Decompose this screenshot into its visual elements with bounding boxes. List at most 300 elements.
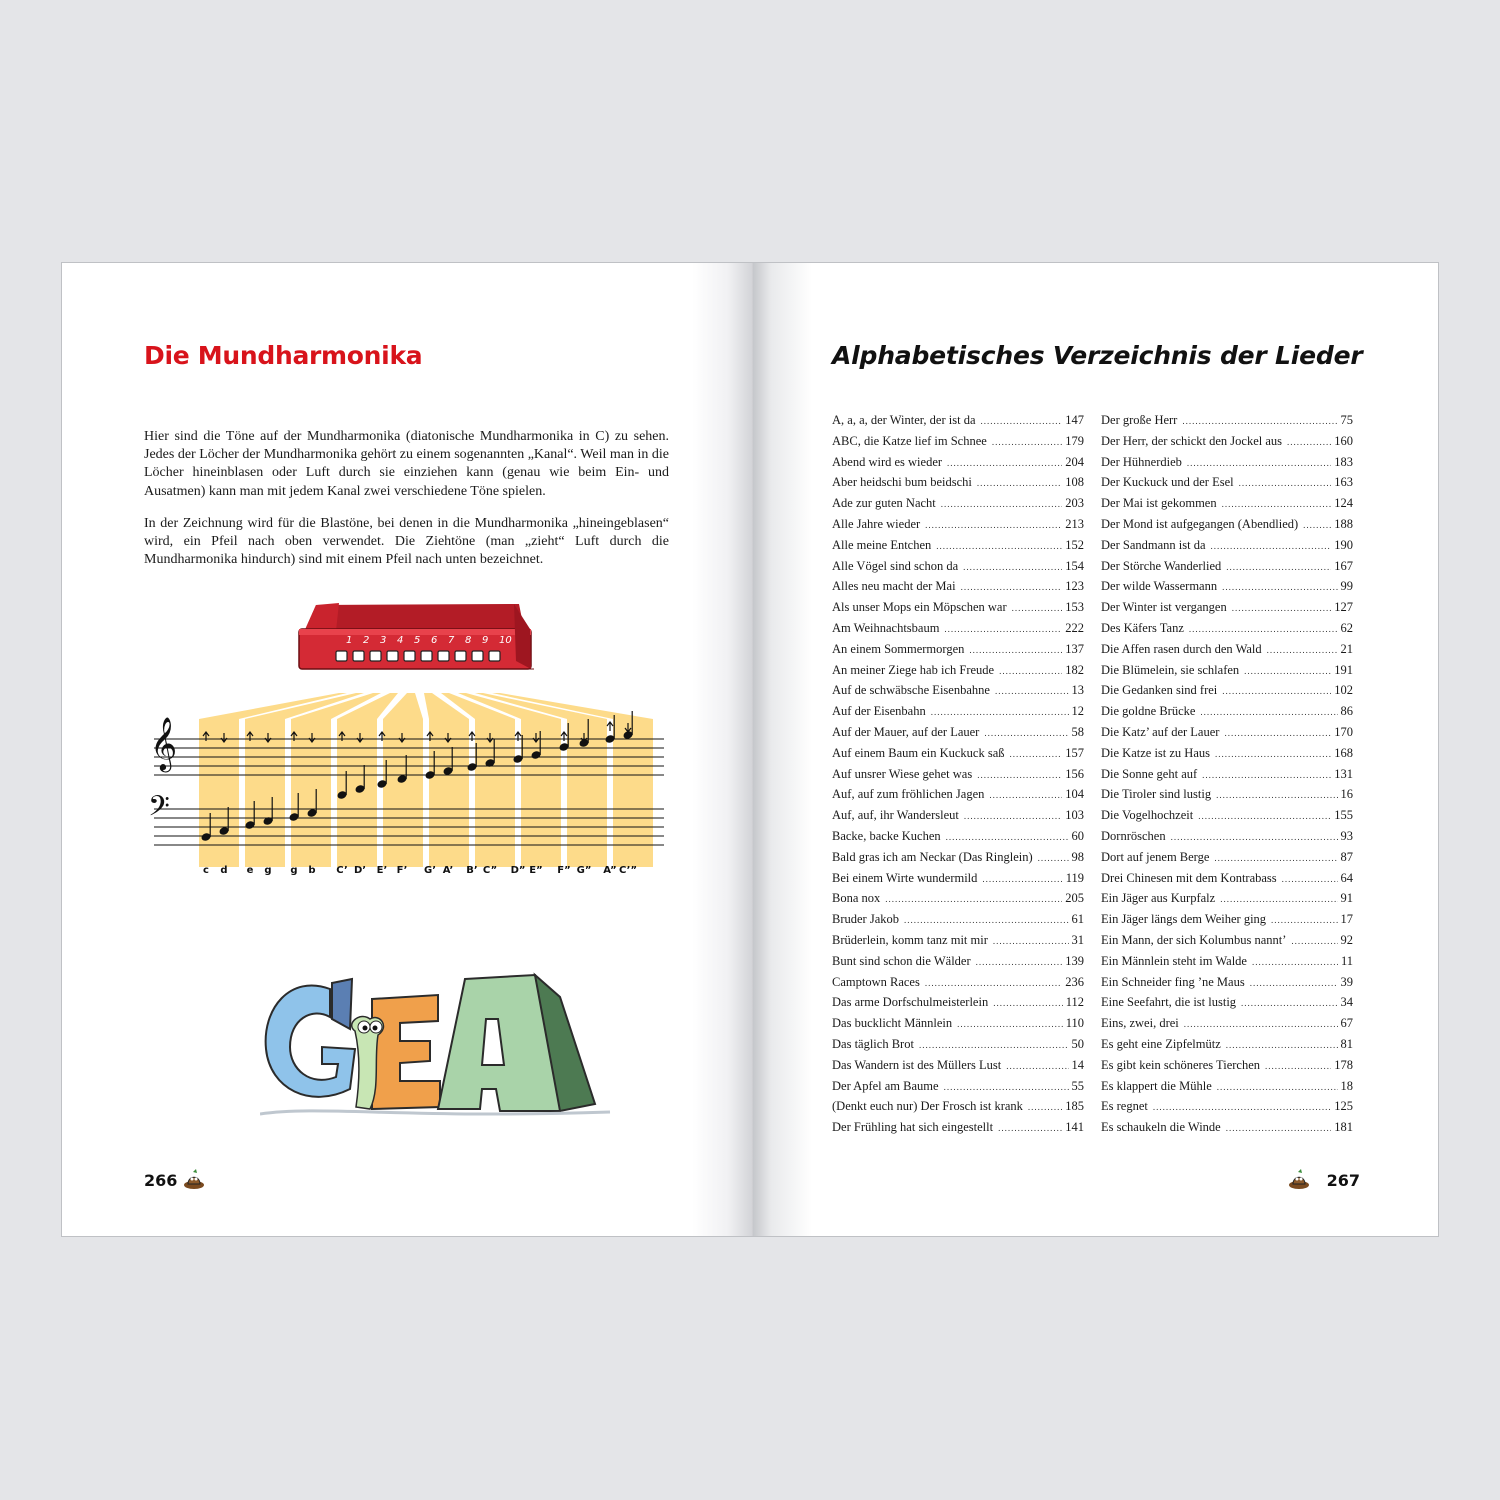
song-page-number: 178 <box>1334 1057 1353 1072</box>
song-title: Ade zur guten Nacht <box>832 496 936 511</box>
harmonica-hole <box>353 651 364 661</box>
song-page-number: 11 <box>1340 953 1353 968</box>
note-label: E” <box>529 865 543 876</box>
song-title: Auf der Mauer, auf der Lauer <box>832 724 980 739</box>
song-title: Abend wird es wieder <box>832 454 943 469</box>
hole-number: 6 <box>431 635 438 646</box>
dot-leader <box>1200 707 1337 717</box>
note-label: E’ <box>376 865 388 876</box>
dot-leader <box>1239 478 1332 488</box>
hole-number: 7 <box>448 635 455 646</box>
song-index-entry <box>1101 663 1353 684</box>
song-page-number: 98 <box>1071 849 1084 864</box>
song-index-entry <box>832 475 1084 496</box>
song-index-entry <box>832 787 1084 808</box>
song-page-number: 137 <box>1065 641 1084 656</box>
song-title: Dort auf jenem Berge <box>1101 849 1210 864</box>
intro-paragraph: Hier sind die Töne auf der Mundharmonika (diatonische Mundharmonika in C) zu sehen. Jedes der Löcher der Mundharmonika gehört zu einem sogenannten „Kanal“. Weil man in die Löcher hineinblasen oder Luft durch sie einziehen kann (genau wie beim Ein- und Ausatmen) kann man mit jedem Kanal zwei verschiedene Töne spielen. <box>144 429 669 499</box>
song-index-entry <box>1101 995 1353 1016</box>
song-index-entry <box>832 767 1084 788</box>
page-number-right: 267 <box>1326 1171 1360 1190</box>
song-index-entry <box>832 1016 1084 1037</box>
song-index-entry <box>1101 912 1353 933</box>
dot-leader <box>964 811 1062 821</box>
song-page-number: 39 <box>1340 974 1353 989</box>
dot-leader <box>1217 1082 1338 1092</box>
hole-number: 1 <box>346 635 353 646</box>
song-title: Des Käfers Tanz <box>1101 620 1184 635</box>
dot-leader <box>925 978 1062 988</box>
song-page-number: 102 <box>1334 683 1353 698</box>
song-title: Backe, backe Kuchen <box>832 828 941 843</box>
song-index-entry <box>832 559 1084 580</box>
song-page-number: 92 <box>1340 932 1353 947</box>
song-page-number: 183 <box>1334 454 1353 469</box>
song-page-number: 18 <box>1340 1078 1353 1093</box>
dot-leader <box>1215 749 1331 759</box>
dot-leader <box>944 624 1062 634</box>
dot-leader <box>946 832 1069 842</box>
song-page-number: 127 <box>1334 600 1353 615</box>
song-index-entry <box>832 891 1084 912</box>
song-index-entry <box>1101 787 1353 808</box>
hole-number: 4 <box>397 635 404 646</box>
dot-leader <box>961 582 1063 592</box>
song-page-number: 152 <box>1065 537 1084 552</box>
song-title: Es schaukeln die Winde <box>1101 1120 1221 1135</box>
note-label: F” <box>557 865 571 876</box>
song-page-number: 170 <box>1334 724 1353 739</box>
note-label: D” <box>510 865 526 876</box>
song-title: Auf unsrer Wiese gehet was <box>832 766 973 781</box>
dot-leader <box>992 437 1062 447</box>
hole-number: 3 <box>380 635 387 646</box>
song-title: Bald gras ich am Neckar (Das Ringlein) <box>832 849 1033 864</box>
song-index-entry <box>1101 579 1353 600</box>
note-label: C” <box>482 865 498 876</box>
song-index-entry <box>832 975 1084 996</box>
dot-leader <box>1189 624 1338 634</box>
dot-leader <box>1232 603 1332 613</box>
hole-number: 9 <box>482 635 489 646</box>
song-title: Camptown Races <box>832 974 920 989</box>
song-title: Brüderlein, komm tanz mit mir <box>832 932 988 947</box>
gea-logo <box>260 969 615 1119</box>
dot-leader <box>1012 603 1063 613</box>
song-page-number: 81 <box>1340 1036 1353 1051</box>
song-index-entry <box>832 829 1084 850</box>
song-index-entry <box>1101 725 1353 746</box>
harmonica-hole <box>336 651 347 661</box>
song-page-number: 131 <box>1334 766 1353 781</box>
harmonica-hole <box>438 651 449 661</box>
song-index-entry <box>1101 1037 1353 1058</box>
dot-leader <box>957 1019 1063 1029</box>
song-title: Auf einem Baum ein Kuckuck saß <box>832 745 1005 760</box>
song-page-number: 16 <box>1340 787 1353 802</box>
arrow-explanation-paragraph: In der Zeichnung wird für die Blastöne, bei denen in die Mundharmonika „hineingeblasen“ wird, ein Pfeil nach oben verwendet. Die Ziehtöne (man „zieht“ Luft durch die Mundharmonika hindurch) sind mit einem Pfeil nach unten bezeichnet. <box>144 516 669 568</box>
song-index-entry <box>1101 559 1353 580</box>
page-left <box>62 263 752 1236</box>
song-index-entry <box>1101 704 1353 725</box>
song-index-entry <box>832 1079 1084 1100</box>
song-title: A, a, a, der Winter, der ist da <box>832 413 976 427</box>
page-title-verzeichnis: Alphabetisches Verzeichnis der Lieder <box>832 341 1363 370</box>
song-title: Die Vogelhochzeit <box>1101 808 1194 823</box>
song-title: Auf, auf, ihr Wandersleut <box>832 808 959 823</box>
song-index-entry <box>832 663 1084 684</box>
song-page-number: 179 <box>1065 433 1084 448</box>
song-page-number: 21 <box>1340 641 1353 656</box>
song-page-number: 103 <box>1065 808 1084 823</box>
hole-number: 5 <box>414 635 421 646</box>
note-label: B’ <box>466 865 478 876</box>
song-page-number: 181 <box>1334 1120 1353 1135</box>
song-page-number: 110 <box>1065 1016 1084 1031</box>
page-number-left: 266 <box>144 1171 178 1190</box>
song-index-entry <box>832 850 1084 871</box>
song-index-entry <box>1101 455 1353 476</box>
song-index-entry <box>832 746 1084 767</box>
song-index-entry <box>832 621 1084 642</box>
dot-leader <box>1006 1061 1068 1071</box>
song-index-entry <box>832 704 1084 725</box>
dot-leader <box>944 1082 1069 1092</box>
song-index-entry <box>832 455 1084 476</box>
song-title: Ein Männlein steht im Walde <box>1101 953 1247 968</box>
song-title: Ein Jäger längs dem Weiher ging <box>1101 912 1267 927</box>
song-index-entry <box>832 1037 1084 1058</box>
song-title: An meiner Ziege hab ich Freude <box>832 662 995 677</box>
song-index-entry <box>832 538 1084 559</box>
song-title: Auf der Eisenbahn <box>832 704 926 719</box>
song-index-entry <box>832 683 1084 704</box>
song-index-entry <box>1101 642 1353 663</box>
song-index-entry <box>832 642 1084 663</box>
page-right <box>752 263 1440 1236</box>
song-page-number: 167 <box>1334 558 1353 573</box>
song-title: Eine Seefahrt, die ist lustig <box>1101 995 1237 1010</box>
dot-leader <box>1265 1061 1331 1071</box>
song-page-number: 62 <box>1340 620 1353 635</box>
dot-leader <box>1198 811 1331 821</box>
dot-leader <box>982 874 1062 884</box>
note-label: D’ <box>353 865 367 876</box>
song-index-entry <box>832 725 1084 746</box>
song-title: Die Katz’ auf der Lauer <box>1101 724 1220 739</box>
mole-mascot-icon <box>182 1167 206 1191</box>
song-index-entry <box>1101 1120 1353 1141</box>
song-title: Die Affen rasen durch den Wald <box>1101 641 1262 656</box>
dot-leader <box>1267 645 1338 655</box>
song-title: Drei Chinesen mit dem Kontrabass <box>1101 870 1277 885</box>
harmonica-hole <box>455 651 466 661</box>
song-index-entry <box>832 579 1084 600</box>
song-page-number: 213 <box>1065 516 1084 531</box>
dot-leader <box>1010 749 1063 759</box>
song-index-entry <box>1101 808 1353 829</box>
song-index-entry <box>1101 954 1353 975</box>
dot-leader <box>885 894 1062 904</box>
song-index-entry <box>832 413 1084 434</box>
song-title: Alle meine Entchen <box>832 537 932 552</box>
song-page-number: 160 <box>1334 433 1353 448</box>
dot-leader <box>1214 853 1337 863</box>
song-title: Eins, zwei, drei <box>1101 1016 1179 1031</box>
dot-leader <box>1211 541 1332 551</box>
song-page-number: 156 <box>1065 766 1084 781</box>
song-title: Es gibt kein schöneres Tierchen <box>1101 1057 1261 1072</box>
dot-leader <box>981 416 1063 426</box>
dot-leader <box>1241 998 1337 1008</box>
dot-leader <box>919 1040 1069 1050</box>
song-index-column-1 <box>832 413 1084 1141</box>
song-page-number: 139 <box>1065 953 1084 968</box>
harmonica-hole <box>421 651 432 661</box>
dot-leader <box>1222 686 1331 696</box>
song-title: Der Herr, der schickt den Jockel aus <box>1101 433 1283 448</box>
song-title: Der Hühnerdieb <box>1101 454 1182 469</box>
song-page-number: 155 <box>1334 808 1353 823</box>
note-label: G’ <box>423 865 437 876</box>
book-spread <box>61 262 1439 1237</box>
song-page-number: 55 <box>1071 1078 1084 1093</box>
song-page-number: 203 <box>1065 496 1084 511</box>
note-label: G” <box>576 865 592 876</box>
song-title: Die goldne Brücke <box>1101 704 1196 719</box>
dot-leader <box>1202 770 1331 780</box>
song-page-number: 163 <box>1334 475 1353 490</box>
song-page-number: 141 <box>1065 1120 1084 1135</box>
song-index-entry <box>1101 621 1353 642</box>
dot-leader <box>1153 1102 1331 1112</box>
song-index-entry <box>832 871 1084 892</box>
song-title: Ein Mann, der sich Kolumbus nannt’ <box>1101 932 1287 947</box>
song-index-entry <box>1101 475 1353 496</box>
dot-leader <box>963 562 1062 572</box>
song-page-number: 34 <box>1340 995 1353 1010</box>
song-title: Bei einem Wirte wundermild <box>832 870 978 885</box>
song-page-number: 86 <box>1340 704 1353 719</box>
song-title: Die Sonne geht auf <box>1101 766 1198 781</box>
song-title: Ein Jäger aus Kurpfalz <box>1101 891 1216 906</box>
song-index-entry <box>832 434 1084 455</box>
song-title: Der Störche Wanderlied <box>1101 558 1222 573</box>
song-index-entry <box>1101 1079 1353 1100</box>
dot-leader <box>999 666 1062 676</box>
dot-leader <box>1282 874 1338 884</box>
song-index-entry <box>832 1058 1084 1079</box>
dot-leader <box>1171 832 1338 842</box>
song-page-number: 182 <box>1065 662 1084 677</box>
song-index-entry <box>1101 517 1353 538</box>
note-label: A’ <box>442 865 454 876</box>
dot-leader <box>1226 562 1331 572</box>
song-index-entry <box>832 600 1084 621</box>
song-page-number: 236 <box>1065 974 1084 989</box>
dot-leader <box>1038 853 1069 863</box>
song-index-entry <box>1101 600 1353 621</box>
song-index-entry <box>1101 1016 1353 1037</box>
song-index-entry <box>1101 850 1353 871</box>
song-index-entry <box>1101 891 1353 912</box>
dot-leader <box>1184 1019 1338 1029</box>
dot-leader <box>1028 1102 1062 1112</box>
dot-leader <box>1287 437 1331 447</box>
song-title: Ein Schneider fing ’ne Maus <box>1101 974 1245 989</box>
song-page-number: 104 <box>1065 787 1084 802</box>
bass-clef-icon: 𝄢 <box>148 790 170 830</box>
song-index-entry <box>832 933 1084 954</box>
song-page-number: 67 <box>1340 1016 1353 1031</box>
song-page-number: 17 <box>1340 912 1353 927</box>
dot-leader <box>976 957 1063 967</box>
song-title: Das arme Dorfschulmeisterlein <box>832 995 989 1010</box>
dot-leader <box>1226 1123 1332 1133</box>
song-index-entry <box>832 496 1084 517</box>
song-page-number: 154 <box>1065 558 1084 573</box>
song-page-number: 61 <box>1071 912 1084 927</box>
song-page-number: 91 <box>1340 891 1353 906</box>
dot-leader <box>941 499 1062 509</box>
song-index-entry <box>832 995 1084 1016</box>
harmonica-hole <box>489 651 500 661</box>
song-title: Der wilde Wassermann <box>1101 579 1218 594</box>
song-index-entry <box>1101 871 1353 892</box>
song-page-number: 50 <box>1071 1036 1084 1051</box>
song-page-number: 14 <box>1071 1057 1084 1072</box>
song-index-entry <box>1101 746 1353 767</box>
dot-leader <box>977 478 1062 488</box>
dot-leader <box>1303 520 1331 530</box>
song-index-entry <box>832 808 1084 829</box>
hole-number: 8 <box>465 635 472 646</box>
song-page-number: 60 <box>1071 828 1084 843</box>
song-title: An einem Sommermorgen <box>832 641 965 656</box>
song-page-number: 119 <box>1065 870 1084 885</box>
harmonica-hole <box>387 651 398 661</box>
note-label: g <box>290 865 298 876</box>
dot-leader <box>1226 1040 1338 1050</box>
song-index-entry <box>1101 767 1353 788</box>
song-title: Auf de schwäbsche Eisenbahne <box>832 683 990 698</box>
song-page-number: 64 <box>1340 870 1353 885</box>
song-title: Der große Herr <box>1101 413 1178 427</box>
dot-leader <box>969 645 1062 655</box>
song-title: Die Gedanken sind frei <box>1101 683 1218 698</box>
song-title: Alle Jahre wieder <box>832 516 921 531</box>
song-title: Die Blümelein, sie schlafen <box>1101 662 1240 677</box>
song-title: Als unser Mops ein Möpschen war <box>832 600 1007 615</box>
dot-leader <box>977 770 1062 780</box>
dot-leader <box>995 686 1069 696</box>
song-title: Bunt sind schon die Wälder <box>832 953 971 968</box>
song-title: Bona nox <box>832 891 881 906</box>
song-page-number: 190 <box>1334 537 1353 552</box>
mole-mascot-icon <box>1287 1167 1311 1191</box>
song-page-number: 123 <box>1065 579 1084 594</box>
song-title: Aber heidschi bum beidschi <box>832 475 972 490</box>
song-index-entry <box>832 1099 1084 1120</box>
note-label: b <box>308 865 316 876</box>
song-page-number: 75 <box>1340 413 1353 427</box>
hole-number: 2 <box>363 635 370 646</box>
note-label: d <box>220 865 228 876</box>
song-index-entry <box>832 954 1084 975</box>
dot-leader <box>1224 728 1331 738</box>
song-index-column-2 <box>1101 413 1353 1141</box>
song-title: Es regnet <box>1101 1099 1148 1114</box>
dot-leader <box>931 707 1069 717</box>
song-page-number: 185 <box>1065 1099 1084 1114</box>
song-page-number: 168 <box>1334 745 1353 760</box>
song-page-number: 188 <box>1334 516 1353 531</box>
song-page-number: 87 <box>1340 849 1353 864</box>
dot-leader <box>993 998 1063 1008</box>
song-page-number: 124 <box>1334 496 1353 511</box>
dot-leader <box>1250 978 1338 988</box>
dot-leader <box>989 790 1062 800</box>
harmonica-note-diagram <box>144 599 674 879</box>
song-page-number: 125 <box>1334 1099 1353 1114</box>
song-index-entry <box>1101 683 1353 704</box>
song-page-number: 58 <box>1071 724 1084 739</box>
song-page-number: 153 <box>1065 600 1084 615</box>
note-label: F’ <box>396 865 408 876</box>
song-title: ABC, die Katze lief im Schnee <box>832 433 987 448</box>
song-index-entry <box>832 517 1084 538</box>
hole-number: 10 <box>499 635 512 646</box>
song-title: Das täglich Brot <box>832 1036 914 1051</box>
song-title: Der Kuckuck und der Esel <box>1101 475 1234 490</box>
song-title: Auf, auf zum fröhlichen Jagen <box>832 787 985 802</box>
song-page-number: 112 <box>1065 995 1084 1010</box>
dot-leader <box>1222 499 1332 509</box>
song-title: Die Katze ist zu Haus <box>1101 745 1210 760</box>
song-title: (Denkt euch nur) Der Frosch ist krank <box>832 1099 1023 1114</box>
song-page-number: 13 <box>1071 683 1084 698</box>
dot-leader <box>1291 936 1337 946</box>
song-page-number: 205 <box>1065 891 1084 906</box>
song-title: Am Weihnachtsbaum <box>832 620 940 635</box>
dot-leader <box>1187 458 1331 468</box>
song-title: Der Mond ist aufgegangen (Abendlied) <box>1101 516 1299 531</box>
harmonica-hole <box>472 651 483 661</box>
dot-leader <box>1244 666 1331 676</box>
song-index-entry <box>1101 1099 1353 1120</box>
song-index-entry <box>832 1120 1084 1141</box>
song-title: Alle Vögel sind schon da <box>832 558 959 573</box>
song-title: Bruder Jakob <box>832 912 899 927</box>
song-page-number: 108 <box>1065 475 1084 490</box>
song-title: Der Sandmann ist da <box>1101 537 1206 552</box>
song-page-number: 222 <box>1065 620 1084 635</box>
song-index-entry <box>1101 1058 1353 1079</box>
dot-leader <box>1252 957 1338 967</box>
dot-leader <box>1216 790 1337 800</box>
note-label: A” <box>603 865 617 876</box>
dot-leader <box>947 458 1062 468</box>
song-index-entry <box>1101 829 1353 850</box>
song-title: Der Mai ist gekommen <box>1101 496 1217 511</box>
dot-leader <box>998 1123 1062 1133</box>
treble-clef-icon: 𝄞 <box>150 716 178 770</box>
song-title: Der Apfel am Baume <box>832 1078 939 1093</box>
song-title: Es klappert die Mühle <box>1101 1078 1212 1093</box>
song-index-entry <box>1101 933 1353 954</box>
song-title: Dornröschen <box>1101 828 1166 843</box>
song-title: Der Winter ist vergangen <box>1101 600 1227 615</box>
